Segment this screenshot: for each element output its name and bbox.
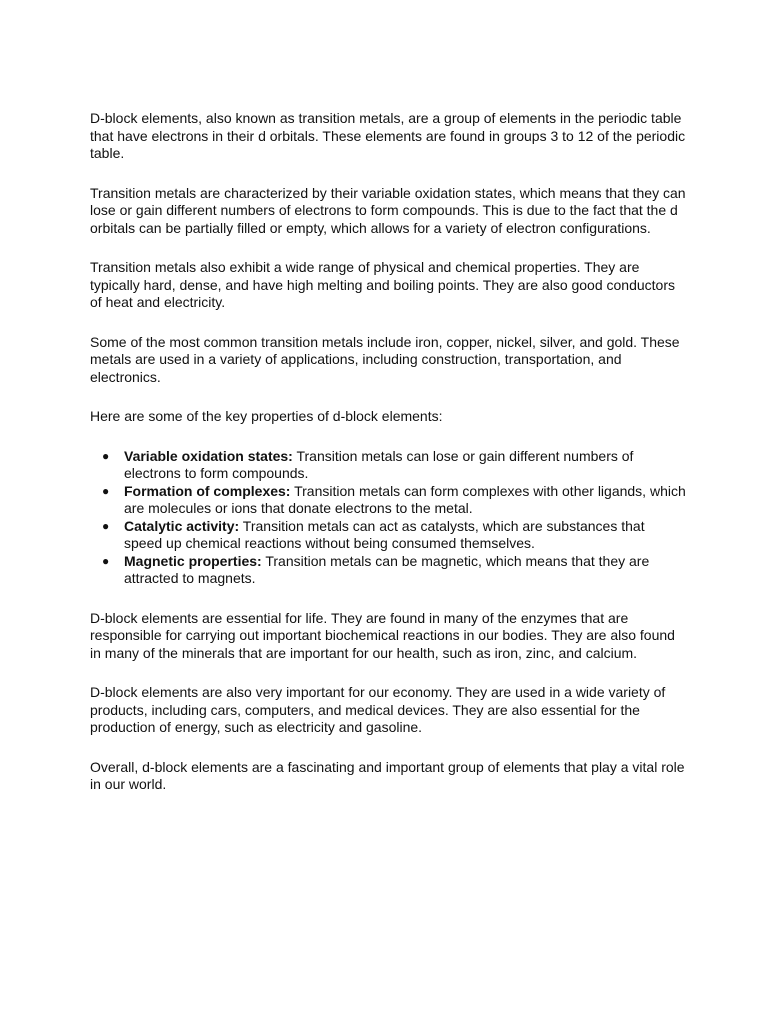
property-description: Transition metals can act as catalysts, which are substances that speed up chemical reactions without being consumed themselves. [124,517,645,551]
list-item [90,553,686,588]
property-term: Variable oxidation states: [124,447,293,464]
property-term: Formation of complexes: [124,482,291,499]
list-item [90,448,686,483]
paragraph-economy: D-block elements are also very important for our economy. They are used in a wide variety of products, including cars, computers, and medical devices. They are also essential for the production of energy, such as electricity and gasoline. [90,684,666,735]
property-term: Catalytic activity: [124,517,240,534]
paragraph-common-metals: Some of the most common transition metals include iron, copper, nickel, silver, and gold. These metals are used in a variety of applications, including construction, transportation, and electronics. [90,333,680,385]
property-description: Transition metals can be magnetic, which means that they are attracted to magnets. [124,552,650,586]
list-item [90,483,686,518]
bullet-icon: ● [102,448,110,463]
bullet-icon: ● [102,553,110,568]
paragraph-essential-for-life: D-block elements are essential for life. They are found in many of the enzymes that are responsible for carrying out important biochemical reactions in our bodies. They are also found in many of the minerals that are important for our health, such as iron, zinc, and calcium. [90,609,675,661]
property-description: Transition metals can lose or gain different numbers of electrons to form compounds. [124,447,634,481]
bullet-icon: ● [102,483,110,498]
paragraph-intro: D-block elements, also known as transition metals, are a group of elements in the periodic table that have electrons in their d orbitals. These elements are found in groups 3 to 12 of the periodic table. [90,110,686,161]
paragraph-key-properties-intro: Here are some of the key properties of d-block elements: [90,408,443,424]
paragraph-oxidation-states: Transition metals are characterized by their variable oxidation states, which means that they can lose or gain different numbers of electrons to form compounds. This is due to the fact that the d orbitals can be partially filled or empty, which allows for a variety of electron configurations. [90,184,686,236]
property-description: Transition metals can form complexes with other ligands, which are molecules or ions that donate electrons to the metal. [124,482,686,516]
bullet-icon: ● [102,518,110,533]
list-item [90,518,686,553]
paragraph-physical-properties: Transition metals also exhibit a wide range of physical and chemical properties. They are typically hard, dense, and have high melting and boiling points. They are also good conductors of heat and electricity. [90,259,676,310]
paragraph-conclusion: Overall, d-block elements are a fascinating and important group of elements that play a vital role in our world. [90,758,685,792]
key-properties-list [90,448,686,588]
property-term: Magnetic properties: [124,552,262,569]
